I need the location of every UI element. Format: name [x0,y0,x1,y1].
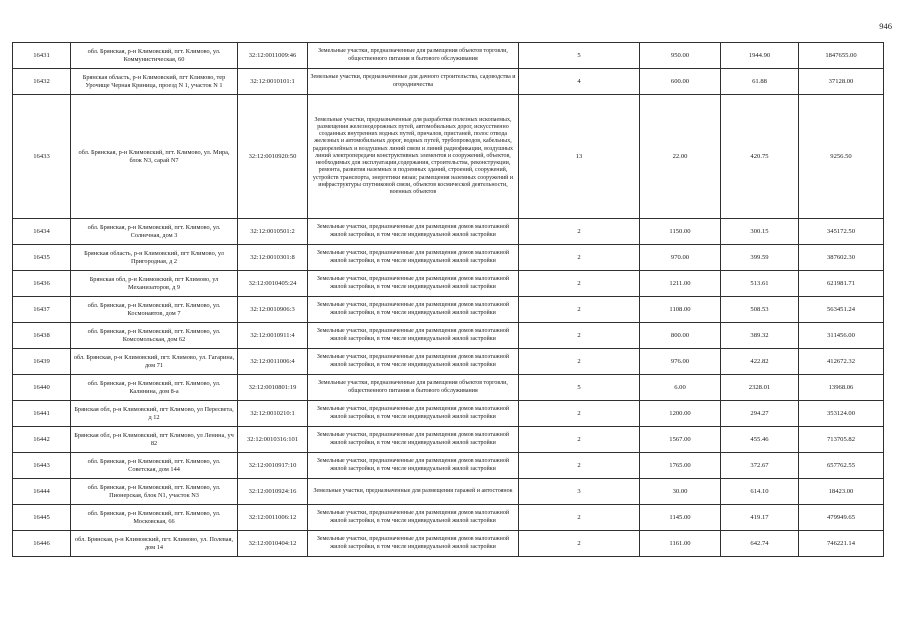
cadastral-number-cell: 32:12:0010501:2 [238,219,308,245]
row-number-cell: 16442 [13,427,71,453]
group-code-cell: 2 [519,401,640,427]
land-use-cell: Земельные участки, предназначенные для размещения объектов торговли, общественного питания и бытового обслуживания [308,43,519,69]
table-row [13,95,884,219]
row-number-cell: 16434 [13,219,71,245]
cadastral-number-cell: 32:12:0010920:50 [238,95,308,219]
address-cell: обл. Брянская, р-н Климовский, пгт. Климово, ул. Московская, 66 [71,505,238,531]
land-use-cell: Земельные участки, предназначенные для дачного строительства, садоводства и огородничества [308,69,519,95]
specific-value-cell: 642.74 [721,531,799,557]
cadastral-value-cell: 345172.50 [799,219,884,245]
cadastral-number-cell: 32:12:0011006:4 [238,349,308,375]
row-number-cell: 16438 [13,323,71,349]
cadastral-value-cell: 412672.32 [799,349,884,375]
specific-value-cell: 399.59 [721,245,799,271]
row-number-cell: 16446 [13,531,71,557]
land-use-cell: Земельные участки, предназначенные для размещения домов малоэтажной жилой застройки, в том числе индивидуальной жилой застройки [308,349,519,375]
cadastral-value-cell: 387602.30 [799,245,884,271]
address-cell: обл. Брянская, р-н Климовский, пгт. Климово, ул. Космонавтов, дом 7 [71,297,238,323]
row-number-cell: 16439 [13,349,71,375]
cadastral-value-cell: 353124.00 [799,401,884,427]
cadastral-value-cell: 9256.50 [799,95,884,219]
address-cell: обл. Брянская, р-н Климовский, пгт. Климово, ул. Коммунистическая, 60 [71,43,238,69]
cadastral-number-cell: 32:12:0010404:12 [238,531,308,557]
address-cell: Брянская обл, р-н Климовский, пгт Климово, ул Механизаторов, д 9 [71,271,238,297]
specific-value-cell: 372.67 [721,453,799,479]
area-cell: 1200.00 [640,401,721,427]
land-use-cell: Земельные участки, предназначенные для размещения домов малоэтажной жилой застройки, в том числе индивидуальной жилой застройки [308,401,519,427]
group-code-cell: 13 [519,95,640,219]
area-cell: 970.00 [640,245,721,271]
specific-value-cell: 422.82 [721,349,799,375]
area-cell: 1211.00 [640,271,721,297]
cadastral-value-cell: 621981.71 [799,271,884,297]
table-row [13,531,884,557]
area-cell: 1108.00 [640,297,721,323]
row-number-cell: 16436 [13,271,71,297]
land-use-cell: Земельные участки, предназначенные для размещения домов малоэтажной жилой застройки, в том числе индивидуальной жилой застройки [308,453,519,479]
row-number-cell: 16435 [13,245,71,271]
group-code-cell: 2 [519,297,640,323]
cadastral-value-table [12,42,884,557]
land-use-cell: Земельные участки, предназначенные для размещения объектов торговли, общественного питания и бытового обслуживания [308,375,519,401]
group-code-cell: 2 [519,349,640,375]
table-row [13,271,884,297]
row-number-cell: 16444 [13,479,71,505]
row-number-cell: 16445 [13,505,71,531]
cadastral-number-cell: 32:12:0011006:12 [238,505,308,531]
cadastral-number-cell: 32:12:0010101:1 [238,69,308,95]
specific-value-cell: 389.32 [721,323,799,349]
table-row [13,69,884,95]
table-row [13,453,884,479]
group-code-cell: 2 [519,219,640,245]
cadastral-number-cell: 32:12:0010405:24 [238,271,308,297]
group-code-cell: 5 [519,43,640,69]
land-use-cell: Земельные участки, предназначенные для размещения домов малоэтажной жилой застройки, в том числе индивидуальной жилой застройки [308,505,519,531]
cadastral-value-cell: 37128.00 [799,69,884,95]
cadastral-number-cell: 32:12:0010301:8 [238,245,308,271]
cadastral-number-cell: 32:12:0010801:19 [238,375,308,401]
specific-value-cell: 614.10 [721,479,799,505]
cadastral-value-cell: 746221.14 [799,531,884,557]
specific-value-cell: 300.15 [721,219,799,245]
address-cell: Брянская обл, р-н Климовский, пгт Климово, ул Пересвета, д 12 [71,401,238,427]
group-code-cell: 5 [519,375,640,401]
cadastral-value-cell: 713705.82 [799,427,884,453]
specific-value-cell: 419.17 [721,505,799,531]
address-cell: обл. Брянская, р-н Климовский, пгт. Климово, ул. Советская, дом 144 [71,453,238,479]
cadastral-number-cell: 32:12:0010316:101 [238,427,308,453]
address-cell: обл. Брянская, р-н Климовский, пгт. Климово, ул. Комсомольская, дом 62 [71,323,238,349]
table-row [13,219,884,245]
table-row [13,505,884,531]
specific-value-cell: 294.27 [721,401,799,427]
table-row [13,297,884,323]
area-cell: 22.00 [640,95,721,219]
specific-value-cell: 1944.90 [721,43,799,69]
row-number-cell: 16440 [13,375,71,401]
group-code-cell: 4 [519,69,640,95]
land-use-cell: Земельные участки, предназначенные для размещения домов малоэтажной жилой застройки, в том числе индивидуальной жилой застройки [308,427,519,453]
table-row [13,323,884,349]
cadastral-number-cell: 32:12:0010924:16 [238,479,308,505]
area-cell: 600.00 [640,69,721,95]
address-cell: обл. Брянская, р-н Климовский, пгт. Климово, ул. Мира, блок N3, сарай N7 [71,95,238,219]
area-cell: 1765.00 [640,453,721,479]
page-number: 946 [879,21,892,31]
cadastral-value-cell: 479949.65 [799,505,884,531]
table-row [13,349,884,375]
address-cell: обл. Брянская, р-н Климовский, пгт. Климово, ул. Гагарина, дом 71 [71,349,238,375]
group-code-cell: 2 [519,323,640,349]
cadastral-number-cell: 32:12:0011009:46 [238,43,308,69]
address-cell: обл. Брянская, р-н Климовский, пгт. Климово, ул. Пионерская, блок N1, участок N3 [71,479,238,505]
group-code-cell: 2 [519,505,640,531]
table-row [13,375,884,401]
table-row [13,479,884,505]
table-row [13,401,884,427]
land-use-cell: Земельные участки, предназначенные для размещения домов малоэтажной жилой застройки, в том числе индивидуальной жилой застройки [308,531,519,557]
row-number-cell: 16437 [13,297,71,323]
group-code-cell: 2 [519,245,640,271]
land-use-cell: Земельные участки, предназначенные для разработки полезных ископаемых, размещения железнодорожных путей, автомобильных дорог, искусственно созданных внутренних водных путей, причалов, пристаней, полос отвода железных и автомобильных дорог, водных путей, трубопроводов, кабельных, радиорелейных и воздушных линий связи и линий радиофикации, воздушных линий электропередачи конструктивных элементов и сооружений, объектов, необходимых для эксплуатации,содержания, строительства, реконструкции, ремонта, развития наземных и подземных зданий, строений, сооружений, устройств транспорта, энергетики вязаи; размещения наземных сооружений и инфраструктуры спутниковой связи, объектов космической деятельности, военных объектов [308,95,519,219]
cadastral-value-cell: 563451.24 [799,297,884,323]
address-cell: обл. Брянская, р-н Климовский, пгт. Климово, ул. Полевая, дом 14 [71,531,238,557]
cadastral-value-cell: 1847655.00 [799,43,884,69]
group-code-cell: 2 [519,271,640,297]
cadastral-value-cell: 311456.00 [799,323,884,349]
land-use-cell: Земельные участки, предназначенные для размещения домов малоэтажной жилой застройки, в том числе индивидуальной жилой застройки [308,323,519,349]
area-cell: 976.00 [640,349,721,375]
row-number-cell: 16441 [13,401,71,427]
cadastral-value-cell: 657762.55 [799,453,884,479]
land-use-cell: Земельные участки, предназначенные для размещения домов малоэтажной жилой застройки, в том числе индивидуальной жилой застройки [308,245,519,271]
group-code-cell: 2 [519,427,640,453]
group-code-cell: 3 [519,479,640,505]
specific-value-cell: 2328.01 [721,375,799,401]
cadastral-number-cell: 32:12:0010210:1 [238,401,308,427]
area-cell: 1145.00 [640,505,721,531]
land-use-cell: Земельные участки, предназначенные для размещения домов малоэтажной жилой застройки, в том числе индивидуальной жилой застройки [308,297,519,323]
specific-value-cell: 61.88 [721,69,799,95]
land-use-cell: Земельные участки, предназначенные для размещения домов малоэтажной жилой застройки, в том числе индивидуальной жилой застройки [308,271,519,297]
area-cell: 800.00 [640,323,721,349]
land-use-cell: Земельные участки, предназначенные для размещения гаражей и автостоянок [308,479,519,505]
address-cell: обл. Брянская, р-н Климовский, пгт. Климово, ул. Калинина, дом 8-а [71,375,238,401]
cadastral-number-cell: 32:12:0010906:3 [238,297,308,323]
address-cell: Брянская обл, р-н Климовский, пгт Климово, ул Ленина, уч 82 [71,427,238,453]
group-code-cell: 2 [519,531,640,557]
cadastral-number-cell: 32:12:0010917:10 [238,453,308,479]
cadastral-value-cell: 13968.06 [799,375,884,401]
cadastral-number-cell: 32:12:0010911:4 [238,323,308,349]
table-row [13,245,884,271]
area-cell: 6.00 [640,375,721,401]
area-cell: 1567.00 [640,427,721,453]
land-use-cell: Земельные участки, предназначенные для размещения домов малоэтажной жилой застройки, в том числе индивидуальной жилой застройки [308,219,519,245]
address-cell: Брянская область, р-н Климовский, пгт Климово, тер Урочище Черная Криница, проезд N 1, участок N 1 [71,69,238,95]
specific-value-cell: 508.53 [721,297,799,323]
row-number-cell: 16432 [13,69,71,95]
row-number-cell: 16443 [13,453,71,479]
row-number-cell: 16431 [13,43,71,69]
specific-value-cell: 513.61 [721,271,799,297]
table-row [13,427,884,453]
area-cell: 30.00 [640,479,721,505]
specific-value-cell: 455.46 [721,427,799,453]
area-cell: 1161.00 [640,531,721,557]
address-cell: обл. Брянская, р-н Климовский, пгт. Климово, ул. Солнечная, дом 3 [71,219,238,245]
table-row [13,43,884,69]
group-code-cell: 2 [519,453,640,479]
address-cell: Брянская область, р-н Климовский, пгт Климово, ул Пригородная, д 2 [71,245,238,271]
area-cell: 950.00 [640,43,721,69]
area-cell: 1150.00 [640,219,721,245]
row-number-cell: 16433 [13,95,71,219]
specific-value-cell: 420.75 [721,95,799,219]
cadastral-value-cell: 18423.00 [799,479,884,505]
